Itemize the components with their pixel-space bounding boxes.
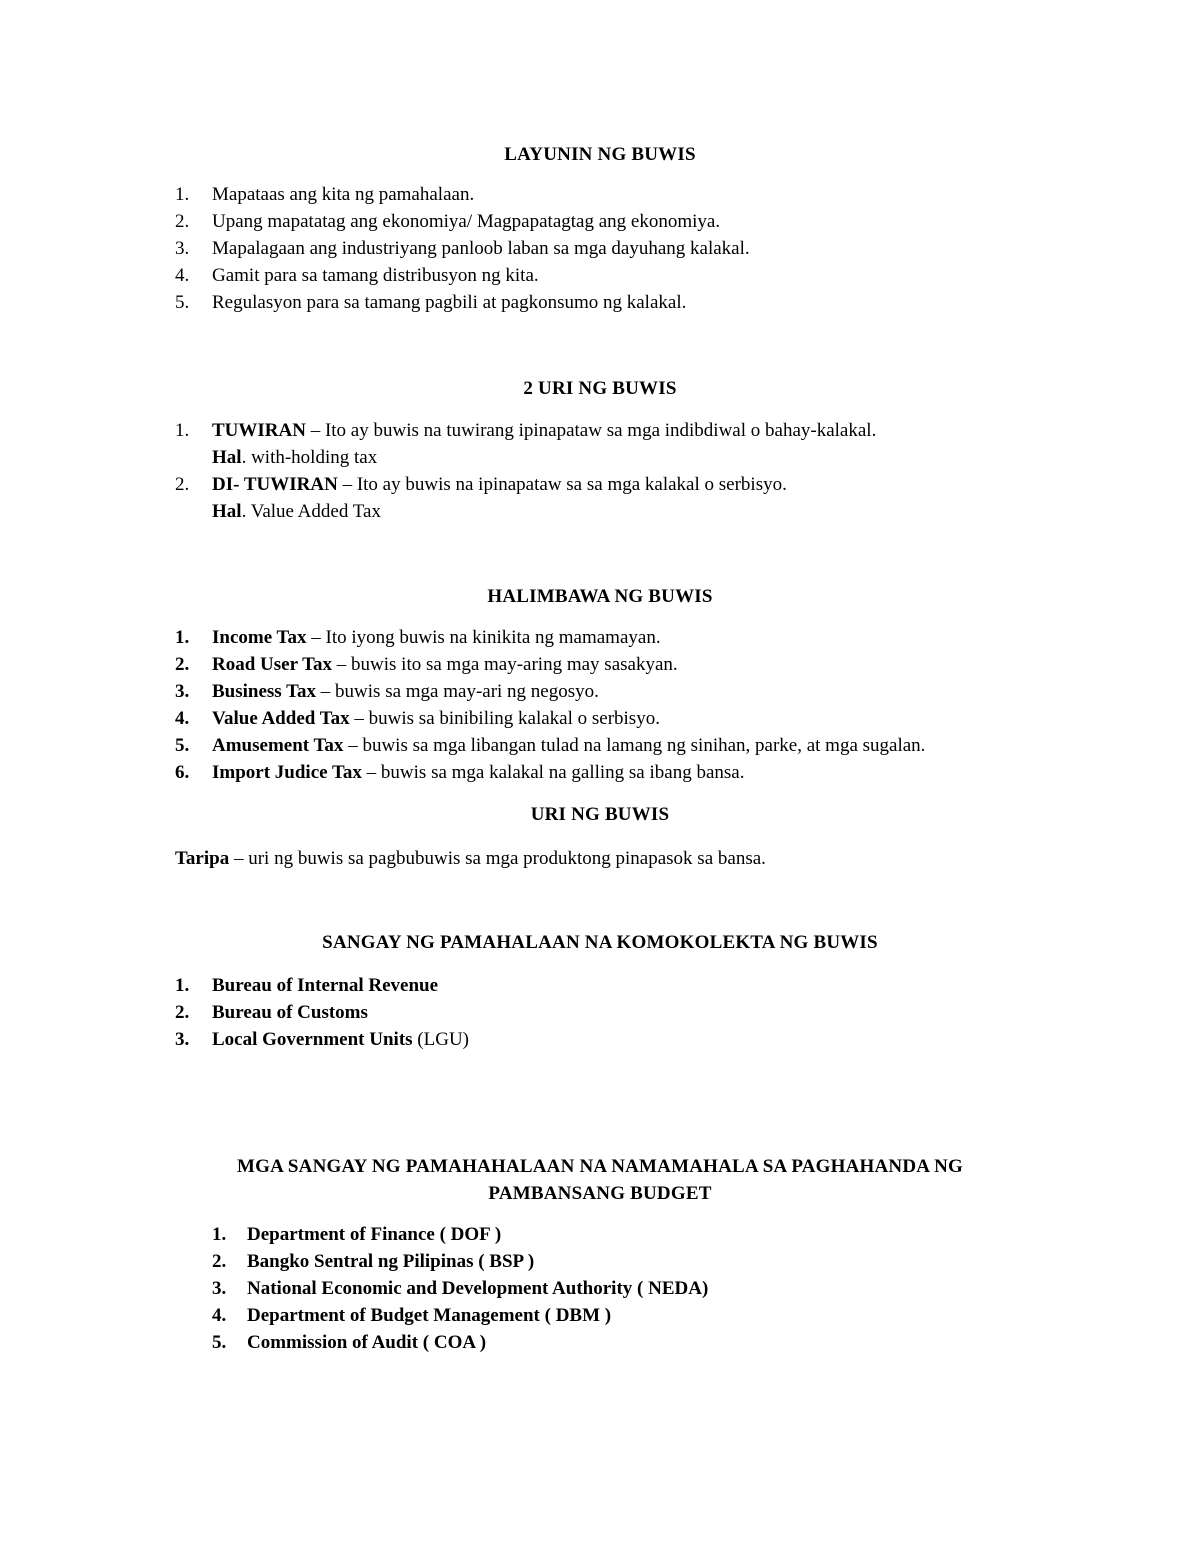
item-definition	[212, 705, 925, 732]
item-term: Amusement Tax	[212, 735, 344, 756]
item-text: – Ito ay buwis na tuwirang ipinapataw sa mga indibdiwal o bahay-kalakal.	[305, 420, 877, 441]
sangay-heading: SANGAY NG PAMAHALAAN NA KOMOKOLEKTA NG BUWIS	[322, 932, 878, 953]
item-definition	[212, 417, 876, 444]
item-definition	[212, 732, 925, 759]
item-definition	[212, 1026, 469, 1053]
taripa-definition	[175, 845, 766, 872]
item-number: 3.	[175, 1029, 190, 1050]
item-text: – buwis ito sa mga may-aring may sasakyan.	[332, 654, 678, 675]
item-term: TUWIRAN	[212, 420, 306, 441]
list-item	[212, 1248, 708, 1275]
item-text: – buwis sa mga kalakal na galling sa ibang bansa.	[361, 762, 745, 783]
item-number: 1.	[175, 627, 190, 648]
item-text: Regulasyon para sa tamang pagbili at pagkonsumo ng kalakal.	[212, 292, 687, 313]
halimbawa-list	[175, 624, 925, 786]
item-example	[212, 444, 876, 471]
item-term: Road User Tax	[212, 654, 333, 675]
item-number: 1.	[212, 1224, 227, 1245]
item-text: – Ito ay buwis na ipinapataw sa sa mga kalakal o serbisyo.	[337, 474, 787, 495]
list-item	[175, 705, 925, 732]
list-item	[175, 972, 469, 999]
item-number: 3.	[212, 1278, 227, 1299]
list-item	[212, 1329, 708, 1356]
list-item	[175, 471, 876, 525]
item-number: 3.	[175, 238, 190, 259]
list-item	[175, 417, 876, 471]
list-item	[175, 999, 469, 1026]
item-term: DI- TUWIRAN	[212, 474, 338, 495]
list-item	[212, 1221, 708, 1248]
item-definition	[212, 651, 925, 678]
sangay-list	[175, 972, 469, 1053]
item-text: Mapataas ang kita ng pamahalaan.	[212, 184, 475, 205]
example-label: Hal	[212, 447, 242, 468]
item-definition	[212, 972, 469, 999]
mga-sangay-list	[212, 1221, 708, 1356]
item-term: Value Added Tax	[212, 708, 350, 729]
list-item	[212, 1302, 708, 1329]
item-definition	[212, 624, 925, 651]
item-number: 6.	[175, 762, 190, 783]
item-number: 3.	[175, 681, 190, 702]
taripa-term: Taripa	[175, 848, 230, 869]
halimbawa-heading: HALIMBAWA NG BUWIS	[487, 586, 713, 607]
list-item	[175, 678, 925, 705]
list-item	[175, 235, 750, 262]
item-text: Commission of Audit ( COA )	[247, 1332, 487, 1353]
item-text: Gamit para sa tamang distribusyon ng kita.	[212, 265, 539, 286]
uri-heading: 2 URI NG BUWIS	[523, 378, 677, 399]
list-item	[175, 732, 925, 759]
item-term: Bureau of Internal Revenue	[212, 975, 439, 996]
item-number: 2.	[175, 211, 190, 232]
item-number: 5.	[175, 292, 190, 313]
example-text: . with-holding tax	[241, 447, 378, 468]
item-text: Department of Budget Management ( DBM )	[247, 1305, 612, 1326]
item-term: Import Judice Tax	[212, 762, 362, 783]
item-term: Bureau of Customs	[212, 1002, 368, 1023]
list-item	[175, 181, 750, 208]
list-item	[175, 208, 750, 235]
item-number: 2.	[212, 1251, 227, 1272]
taripa-text: – uri ng buwis sa pagbubuwis sa mga produktong pinapasok sa bansa.	[229, 848, 766, 869]
list-item	[175, 759, 925, 786]
item-number: 1.	[175, 975, 190, 996]
example-text: . Value Added Tax	[241, 501, 381, 522]
mga-sangay-heading-line1: MGA SANGAY NG PAMAHAHALAAN NA NAMAMAHALA SA PAGHAHANDA NG	[236, 1156, 963, 1177]
item-text: – buwis sa mga libangan tulad na lamang ng sinihan, parke, at mga sugalan.	[343, 735, 926, 756]
list-item	[175, 262, 750, 289]
item-text: National Economic and Development Authority ( NEDA)	[247, 1278, 709, 1299]
item-number: 5.	[212, 1332, 227, 1353]
list-item	[175, 289, 750, 316]
item-term: Income Tax	[212, 627, 307, 648]
item-number: 4.	[175, 265, 190, 286]
item-text: – Ito iyong buwis na kinikita ng mamamayan.	[306, 627, 661, 648]
item-number: 2.	[175, 1002, 190, 1023]
item-number: 5.	[175, 735, 190, 756]
item-text: – buwis sa binibiling kalakal o serbisyo.	[349, 708, 660, 729]
mga-sangay-heading-line2: PAMBANSANG BUDGET	[488, 1183, 712, 1204]
uri2-heading: URI NG BUWIS	[530, 804, 670, 825]
layunin-heading: LAYUNIN NG BUWIS	[504, 144, 696, 165]
item-term: Local Government Units	[212, 1029, 413, 1050]
item-definition	[212, 471, 876, 498]
item-number: 4.	[175, 708, 190, 729]
item-definition	[212, 759, 925, 786]
layunin-list	[175, 181, 750, 316]
item-number: 1.	[175, 184, 190, 205]
item-number: 1.	[175, 420, 190, 441]
item-number: 2.	[175, 474, 190, 495]
item-term: Business Tax	[212, 681, 317, 702]
item-example	[212, 498, 876, 525]
item-text: Department of Finance ( DOF )	[247, 1224, 502, 1245]
list-item	[212, 1275, 708, 1302]
uri-list	[175, 417, 876, 525]
list-item	[175, 624, 925, 651]
example-label: Hal	[212, 501, 242, 522]
list-item	[175, 1026, 469, 1053]
item-number: 4.	[212, 1305, 227, 1326]
item-definition	[212, 678, 925, 705]
item-text: – buwis sa mga may-ari ng negosyo.	[316, 681, 599, 702]
item-text: (LGU)	[412, 1029, 469, 1050]
item-text: Mapalagaan ang industriyang panloob laban sa mga dayuhang kalakal.	[212, 238, 750, 259]
item-text: Upang mapatatag ang ekonomiya/ Magpapatagtag ang ekonomiya.	[212, 211, 721, 232]
item-definition	[212, 999, 469, 1026]
item-number: 2.	[175, 654, 190, 675]
list-item	[175, 651, 925, 678]
item-text: Bangko Sentral ng Pilipinas ( BSP )	[247, 1251, 535, 1272]
